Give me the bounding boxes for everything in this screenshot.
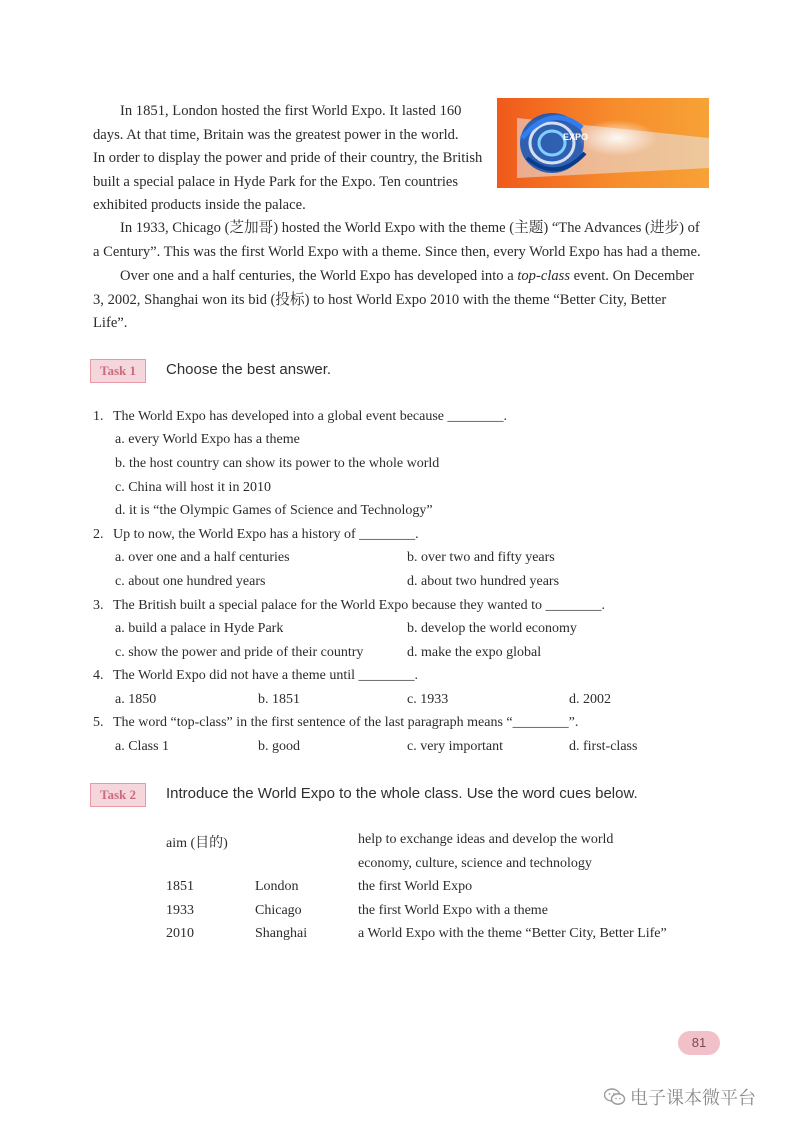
cue-desc: the first World Expo with a theme: [358, 903, 548, 918]
q4-option-d: d. 2002: [569, 692, 611, 707]
cue-aim-text-1: help to exchange ideas and develop the world: [358, 832, 614, 847]
q1-option-a: a. every World Expo has a theme: [115, 432, 300, 447]
task2-instruction: Introduce the World Expo to the whole class. Use the word cues below.: [166, 785, 638, 802]
question-text: The British built a special palace for the World Expo because they wanted to ________.: [113, 598, 605, 613]
q3-option-d: d. make the expo global: [407, 645, 542, 660]
question-text: The World Expo did not have a theme until ________.: [113, 668, 419, 683]
cue-desc: a World Expo with the theme “Better City, Better Life”: [358, 926, 667, 941]
q5-option-a: a. Class 1: [115, 739, 170, 754]
cue-year: 2010: [166, 926, 194, 941]
expo-photo: [497, 98, 709, 188]
cue-city: Shanghai: [255, 926, 308, 941]
q1-option-b: b. the host country can show its power to the whole world: [115, 456, 440, 471]
question-number: 5.: [93, 715, 104, 730]
q2-option-d: d. about two hundred years: [407, 574, 560, 589]
expo-photo-text: EXPO: [563, 132, 589, 142]
task1-instruction: Choose the best answer.: [166, 361, 332, 378]
intro-p3-line3: Life”.: [93, 315, 128, 331]
intro-p1-line1: In 1851, London hosted the first World Expo. It lasted 160: [120, 103, 462, 119]
q2-option-c: c. about one hundred years: [115, 574, 266, 589]
q4-option-b: b. 1851: [258, 692, 300, 707]
question-number: 3.: [93, 598, 104, 613]
q3-option-a: a. build a palace in Hyde Park: [115, 621, 284, 636]
intro-p2-line2: a Century”. This was the first World Expo with a theme. Since then, every World Expo has had a theme.: [93, 244, 701, 260]
q1-option-d: d. it is “the Olympic Games of Science and Technology”: [115, 503, 433, 518]
q5-option-c: c. very important: [407, 739, 504, 754]
cue-city: London: [255, 879, 299, 894]
intro-p1-line2: days. At that time, Britain was the greatest power in the world.: [93, 127, 459, 143]
watermark-text: 电子课本微平台: [630, 1088, 756, 1109]
question-number: 1.: [93, 409, 104, 424]
question-4: [93, 666, 418, 686]
q5-option-d: d. first-class: [569, 739, 638, 754]
question-text: The World Expo has developed into a global event because ________.: [113, 409, 508, 424]
q4-option-c: c. 1933: [407, 692, 449, 707]
q2-option-a: a. over one and a half centuries: [115, 550, 290, 565]
q1-option-c: c. China will host it in 2010: [115, 480, 271, 495]
intro-p1-line5: exhibited products inside the palace.: [93, 197, 306, 213]
intro-p3-italic: top-class: [517, 268, 571, 284]
intro-p1-line4: built a special palace in Hyde Park for the Expo. Ten countries: [93, 174, 459, 190]
q5-option-b: b. good: [258, 739, 300, 754]
intro-p3-text-b: event. On December: [570, 268, 695, 284]
question-number: 4.: [93, 668, 104, 683]
q3-option-b: b. develop the world economy: [407, 621, 577, 636]
task1-badge: Task 1: [90, 359, 146, 383]
question-5: [93, 713, 578, 733]
question-2: [93, 525, 419, 545]
q3-option-c: c. show the power and pride of their country: [115, 645, 364, 660]
cue-aim-text-2: economy, culture, science and technology: [358, 856, 592, 871]
intro-p3-line2: 3, 2002, Shanghai won its bid (投标) to host World Expo 2010 with the theme “Better City, Better: [93, 292, 667, 308]
intro-p3-line1: [120, 265, 694, 289]
task2-badge: Task 2: [90, 783, 146, 807]
intro-p1-line3: In order to display the power and pride of their country, the British: [93, 150, 483, 166]
wechat-icon: [604, 1088, 626, 1111]
cue-desc: the first World Expo: [358, 879, 473, 894]
cue-city: Chicago: [255, 903, 302, 918]
intro-p3-text-a: Over one and a half centuries, the World Expo has developed into a: [120, 268, 518, 284]
question-text: The word “top-class” in the first sentence of the last paragraph means “________”.: [113, 715, 579, 730]
cue-year: 1851: [166, 879, 194, 894]
question-1: [93, 407, 507, 427]
question-text: Up to now, the World Expo has a history of ________.: [113, 527, 419, 542]
cue-year: 1933: [166, 903, 194, 918]
question-number: 2.: [93, 527, 104, 542]
cue-aim-label: aim (目的): [166, 836, 228, 851]
question-3: [93, 596, 605, 616]
q2-option-b: b. over two and fifty years: [407, 550, 555, 565]
intro-p2-line1: In 1933, Chicago (芝加哥) hosted the World Expo with the theme (主题) “The Advances (进步) of: [120, 220, 700, 236]
page-number: 81: [678, 1031, 720, 1055]
q4-option-a: a. 1850: [115, 692, 157, 707]
